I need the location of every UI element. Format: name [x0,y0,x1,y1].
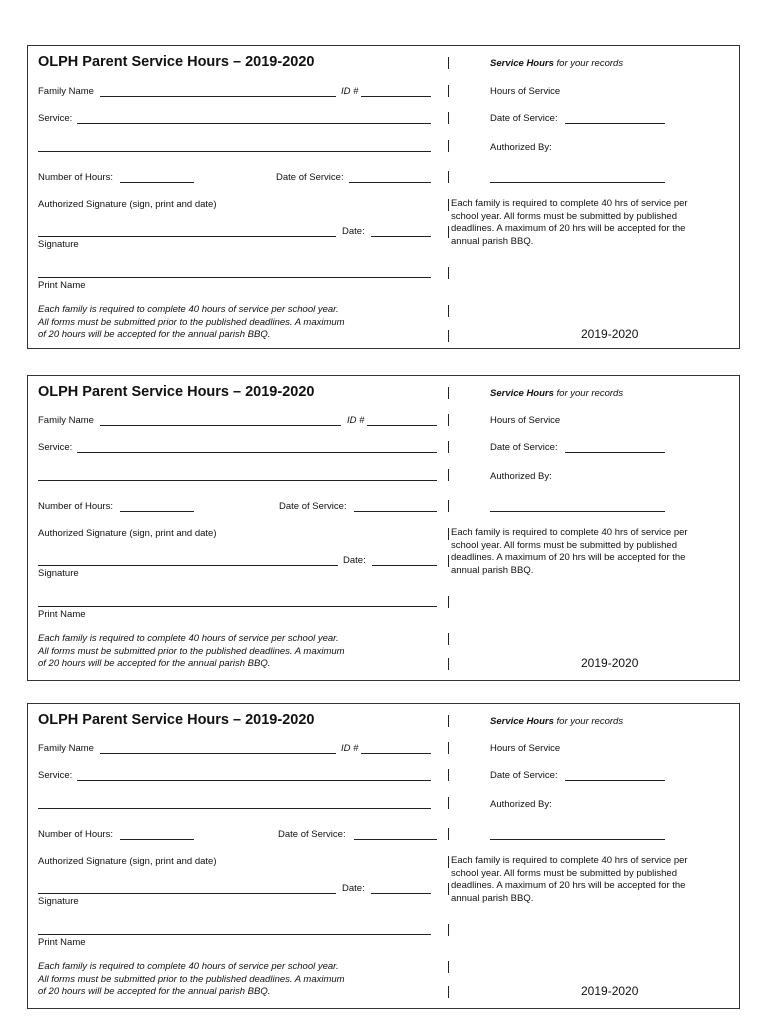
signature-field[interactable] [38,236,336,237]
stub-authorized-label: Authorized By: [490,471,552,482]
stub-heading: Service Hours for your records [490,716,624,727]
form-note: Each family is required to complete 40 hours of service per school year. All forms must be submitted prior to the published deadlines. A maximum of 20 hours will be accepted for the annual parish BBQ. [38,961,345,997]
number-of-hours-field[interactable] [120,511,194,512]
form-title: OLPH Parent Service Hours – 2019-2020 [38,384,315,400]
id-field[interactable] [361,96,431,97]
stub-date-field[interactable] [565,780,665,781]
date-label: Date: [342,226,365,237]
stub-heading: Service Hours for your records [490,388,624,399]
print-name-label: Print Name [38,609,86,620]
family-name-field[interactable] [100,753,336,754]
service-label: Service: [38,442,73,453]
family-name-field[interactable] [100,425,341,426]
family-name-label: Family Name [38,86,94,97]
divider [448,469,449,481]
divider [448,140,449,152]
service-label: Service: [38,770,73,781]
stub-authorized-field[interactable] [490,182,665,183]
service-field[interactable] [77,452,437,453]
stub-year: 2019-2020 [581,656,639,670]
divider [448,633,449,645]
divider [448,441,449,453]
signature-field[interactable] [38,565,338,566]
service-label: Service: [38,113,73,124]
number-of-hours-label: Number of Hours: [38,501,113,512]
stub-note: Each family is required to complete 40 hrs of service per school year. All forms must be submitted by published deadlines. A maximum of 20 hrs will be accepted for the annual parish BBQ. [451,855,688,904]
divider [448,226,449,238]
divider [448,267,449,279]
id-field[interactable] [367,425,437,426]
print-name-field[interactable] [38,934,431,935]
service-form-1 [27,45,740,349]
service-field-line-2[interactable] [38,480,437,481]
divider [448,658,449,670]
family-name-field[interactable] [100,96,336,97]
divider [448,112,449,124]
divider [448,961,449,973]
divider [448,171,449,183]
date-of-service-field[interactable] [349,182,431,183]
id-label: ID # [341,743,359,754]
divider [448,305,449,317]
stub-date-label: Date of Service: [490,442,558,453]
signature-label: Signature [38,896,79,907]
divider [448,883,449,895]
id-field[interactable] [361,753,431,754]
form-note: Each family is required to complete 40 hours of service per school year. All forms must be submitted prior to the published deadlines. A maximum of 20 hours will be accepted for the annual parish BBQ. [38,633,345,669]
signature-label: Signature [38,568,79,579]
divider [448,57,449,69]
id-label: ID # [347,415,365,426]
stub-date-field[interactable] [565,123,665,124]
divider [448,85,449,97]
number-of-hours-label: Number of Hours: [38,829,113,840]
service-form-3 [27,703,740,1009]
divider [448,742,449,754]
date-label: Date: [343,555,366,566]
id-label: ID # [341,86,359,97]
print-name-field[interactable] [38,277,431,278]
authorized-signature-label: Authorized Signature (sign, print and date) [38,856,217,867]
divider [448,828,449,840]
date-of-service-field[interactable] [354,839,437,840]
divider [448,528,449,540]
date-of-service-label: Date of Service: [278,829,346,840]
number-of-hours-label: Number of Hours: [38,172,113,183]
service-field[interactable] [77,123,431,124]
stub-date-field[interactable] [565,452,665,453]
divider [448,330,449,342]
number-of-hours-field[interactable] [120,182,194,183]
stub-authorized-label: Authorized By: [490,799,552,810]
service-form-2 [27,375,740,681]
divider [448,387,449,399]
form-title: OLPH Parent Service Hours – 2019-2020 [38,54,315,70]
signature-field[interactable] [38,893,336,894]
number-of-hours-field[interactable] [120,839,194,840]
divider [448,500,449,512]
divider [448,199,449,211]
signature-label: Signature [38,239,79,250]
family-name-label: Family Name [38,415,94,426]
date-of-service-label: Date of Service: [276,172,344,183]
divider [448,596,449,608]
form-title: OLPH Parent Service Hours – 2019-2020 [38,712,315,728]
divider [448,414,449,426]
signature-date-field[interactable] [372,565,437,566]
date-label: Date: [342,883,365,894]
divider [448,924,449,936]
stub-date-label: Date of Service: [490,770,558,781]
stub-authorized-field[interactable] [490,511,665,512]
stub-heading: Service Hours for your records [490,58,624,69]
stub-date-label: Date of Service: [490,113,558,124]
date-of-service-label: Date of Service: [279,501,347,512]
print-name-label: Print Name [38,280,86,291]
divider [448,856,449,868]
authorized-signature-label: Authorized Signature (sign, print and date) [38,528,217,539]
stub-authorized-field[interactable] [490,839,665,840]
stub-hours-label: Hours of Service [490,86,561,97]
stub-year: 2019-2020 [581,984,639,998]
signature-date-field[interactable] [371,236,431,237]
divider [448,769,449,781]
print-name-field[interactable] [38,606,437,607]
print-name-label: Print Name [38,937,86,948]
stub-note: Each family is required to complete 40 hrs of service per school year. All forms must be submitted by published deadlines. A maximum of 20 hrs will be accepted for the annual parish BBQ. [451,527,688,576]
form-note: Each family is required to complete 40 hours of service per school year. All forms must be submitted prior to the published deadlines. A maximum of 20 hours will be accepted for the annual parish BBQ. [38,304,345,340]
stub-year: 2019-2020 [581,327,639,341]
service-field-line-2[interactable] [38,151,431,152]
family-name-label: Family Name [38,743,94,754]
divider [448,797,449,809]
authorized-signature-label: Authorized Signature (sign, print and date) [38,199,217,210]
stub-hours-label: Hours of Service [490,743,561,754]
signature-date-field[interactable] [371,893,431,894]
stub-hours-label: Hours of Service [490,415,561,426]
stub-note: Each family is required to complete 40 hrs of service per school year. All forms must be submitted by published deadlines. A maximum of 20 hrs will be accepted for the annual parish BBQ. [451,198,688,247]
service-field-line-2[interactable] [38,808,431,809]
stub-authorized-label: Authorized By: [490,142,552,153]
divider [448,715,449,727]
divider [448,986,449,998]
divider [448,555,449,567]
service-field[interactable] [77,780,431,781]
date-of-service-field[interactable] [354,511,437,512]
